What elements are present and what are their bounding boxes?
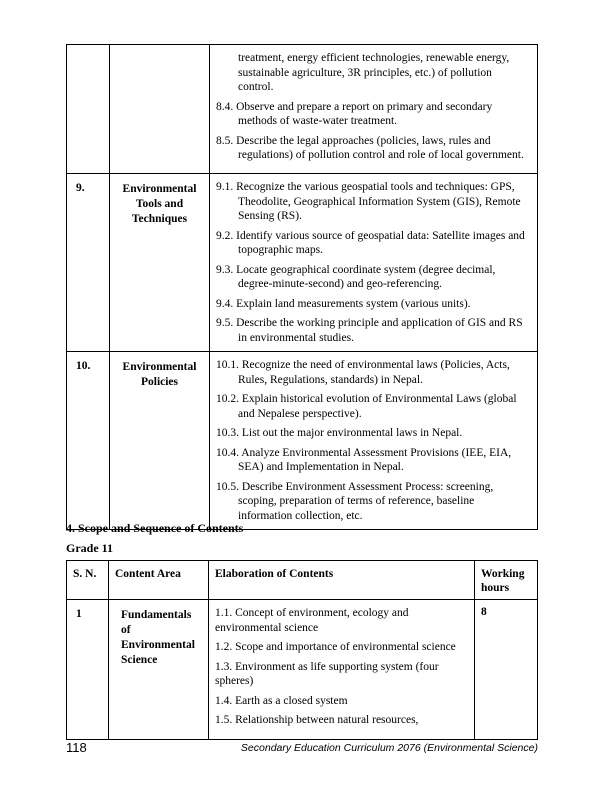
header-elaboration: Elaboration of Contents [209,561,475,600]
row-sn [67,45,110,174]
list-item: 10.3. List out the major environmental laws in Nepal. [216,427,463,439]
page-number: 118 [66,740,87,755]
header-sn: S. N. [67,561,109,600]
list-item: 9.3. Locate geographical coordinate system (degree decimal, degree-minute-second) and geo-referencing. [216,263,496,290]
row-sn: 9. [67,174,110,352]
list-item: 1.5. Relationship between natural resources, [215,714,419,726]
list-item: 1.4. Earth as a closed system [215,694,348,707]
list-item: treatment, energy efficient technologies, renewable energy, sustainable agriculture, 3R principles, etc.) of pollution control. [238,52,510,93]
list-item: 10.4. Analyze Environmental Assessment Provisions (IEE, EIA, SEA) and Implementation in Nepal. [216,446,512,473]
row-items [209,600,475,740]
list-item: 1.1. Concept of environment, ecology and environmental science [215,607,409,634]
list-item: 9.5. Describe the working principle and application of GIS and RS in environmental studies. [216,317,523,344]
row-area: Environmental Tools and Techniques [110,174,210,352]
table-row [67,45,538,174]
table-row [67,600,538,740]
list-item: 8.5. Describe the legal approaches (policies, laws, rules and regulations) of pollution control and role of local government. [216,134,524,161]
row-sn: 1 [67,600,109,740]
row-sn: 10. [67,352,110,530]
footer-title: Secondary Education Curriculum 2076 (Environmental Science) [240,742,538,754]
list-item: 10.5. Describe Environment Assessment Process: screening, scoping, preparation of terms of reference, baseline information collection, etc. [216,480,494,522]
list-item: 1.3. Environment as life supporting system (four spheres) [215,660,439,687]
header-content-area: Content Area [109,561,209,600]
competency-table [66,44,538,530]
list-item: 8.4. Observe and prepare a report on primary and secondary methods of waste-water treatment. [216,100,493,127]
row-items [210,352,538,530]
row-area: Fundamentals of Environmental Science [109,600,209,740]
section-heading: 4. Scope and Sequence of Contents [66,521,244,535]
list-item: 9.4. Explain land measurements system (various units). [216,297,471,310]
list-item: 9.1. Recognize the various geospatial tools and techniques: GPS, Theodolite, Geographical Information System (GIS), Remote Sensing (RS). [216,181,521,222]
row-hours: 8 [475,600,538,740]
row-area [110,45,210,174]
table-row [67,352,538,530]
table-header-row [67,561,538,600]
list-item: 9.2. Identify various source of geospatial data: Satellite images and topographic maps. [216,229,525,256]
row-area: Environmental Policies [110,352,210,530]
list-item: 1.2. Scope and importance of environmental science [215,641,456,653]
list-item: 10.2. Explain historical evolution of Environmental Laws (global and Nepalese perspective). [216,393,517,420]
table-row [67,174,538,352]
header-working-hours: Working hours [475,561,538,600]
row-items [210,174,538,352]
grade-heading: Grade 11 [66,541,113,555]
list-item: 10.1. Recognize the need of environmental laws (Policies, Acts, Rules, Regulations, standards) in Nepal. [216,359,510,386]
scope-sequence-table [66,560,538,740]
row-items [210,45,538,174]
